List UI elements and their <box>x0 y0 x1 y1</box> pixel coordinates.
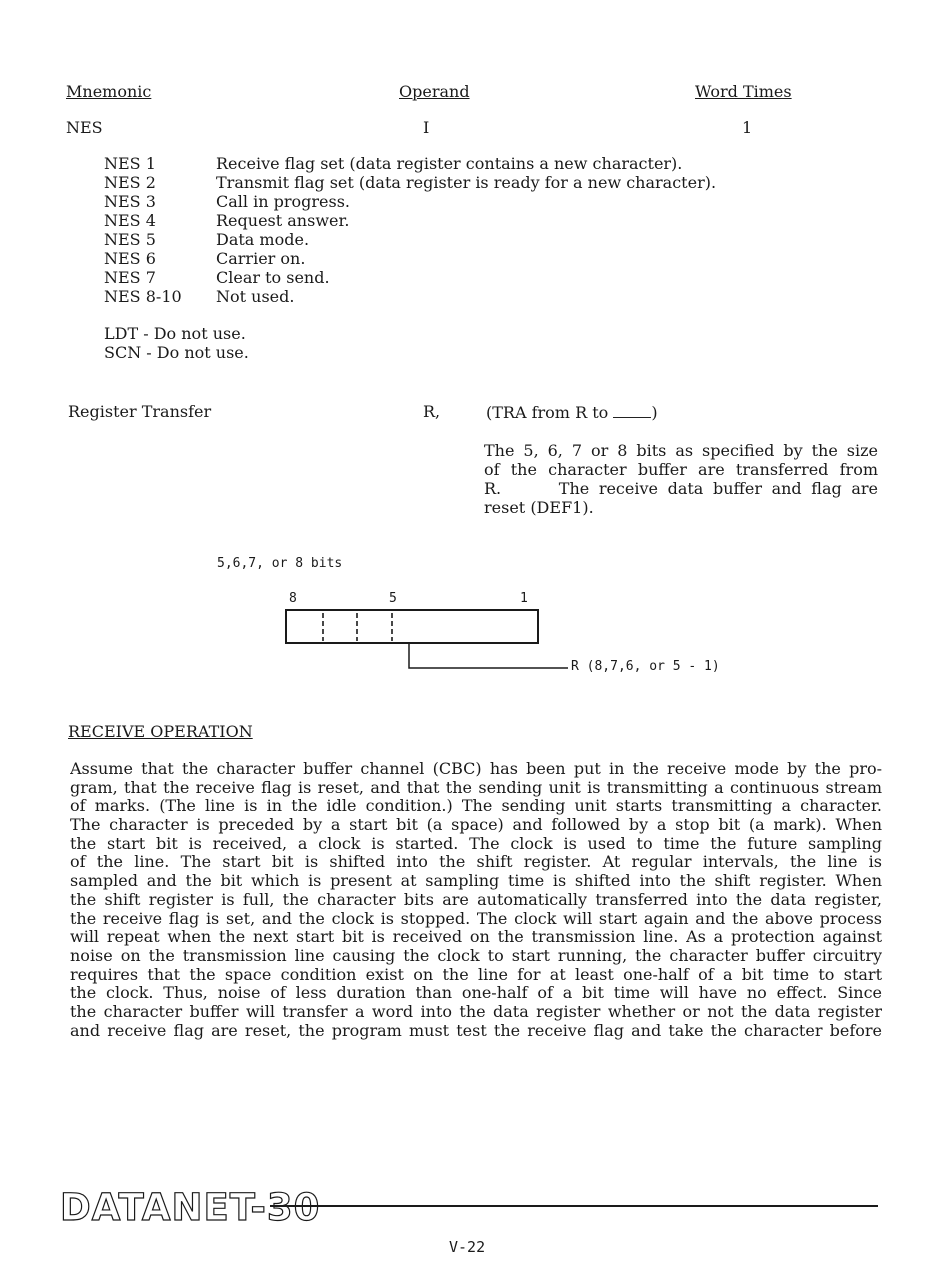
paragraph-line: the start bit is received, a clock is started. The clock is used to time the future sampling <box>70 834 882 853</box>
mnemonic-header: Mnemonic <box>66 82 152 101</box>
bit-label-5: 5 <box>389 591 397 606</box>
nes-note: LDT - Do not use. <box>104 324 246 343</box>
nes-bit-code: NES 8-10 <box>104 287 182 306</box>
receive-operation-heading: RECEIVE OPERATION <box>68 722 253 741</box>
bit-label-1: 1 <box>520 591 528 606</box>
nes-operand: I <box>423 118 430 137</box>
diagram-result-label: R (8,7,6, or 5 - 1) <box>571 659 720 674</box>
nes-bit-desc: Request answer. <box>216 211 350 230</box>
nes-bit-row <box>104 249 305 268</box>
paragraph-line: The character is preceded by a start bit (a space) and followed by a stop bit (a mark). When <box>70 816 882 835</box>
nes-word-times: 1 <box>742 118 753 137</box>
nes-bit-desc: Not used. <box>216 287 295 306</box>
nes-bit-code: NES 6 <box>104 249 156 268</box>
paragraph-line: requires that the space condition exist on the line for at least one-half of a bit time to start <box>70 965 882 984</box>
receive-operation-paragraph <box>70 760 882 1040</box>
paragraph-line: the shift register is full, the character bits are automatically transferred into the data register, <box>70 890 882 909</box>
paragraph-line: of the line. The start bit is shifted into the shift register. At regular intervals, the line is <box>70 853 882 872</box>
nes-bit-desc: Transmit flag set (data register is ready for a new character). <box>216 173 717 192</box>
nes-bit-row <box>104 173 716 192</box>
nes-bit-code: NES 3 <box>104 192 156 211</box>
datanet-30-logo <box>58 1186 883 1228</box>
nes-bit-code: NES 1 <box>104 154 156 173</box>
paragraph-line: will repeat when the next start bit is received on the transmission line. As a protection against <box>70 928 882 947</box>
nes-bit-desc: Clear to send. <box>216 268 330 287</box>
paragraph-line: the receive flag is set, and the clock is stopped. The clock will start again and the above process <box>70 909 882 928</box>
paragraph-line: and receive flag are reset, the program must test the receive flag and take the character before <box>70 1021 882 1040</box>
paragraph-line: Assume that the character buffer channel (CBC) has been put in the receive mode by the pro- <box>70 760 882 778</box>
nes-bit-code: NES 7 <box>104 268 156 287</box>
paragraph-line: gram, that the receive flag is reset, and that the sending unit is transmitting a continuous stream <box>70 778 882 797</box>
register-transfer-description <box>484 441 878 517</box>
nes-bit-desc: Carrier on. <box>216 249 306 268</box>
register-transfer-operand: R, <box>423 402 441 421</box>
syntax-prefix: (TRA from R to <box>486 403 609 422</box>
paragraph-line: noise on the transmission line causing the clock to start running, the character buffer circuitry <box>70 946 882 965</box>
register-transfer-mnemonic: Register Transfer <box>68 402 212 421</box>
nes-mnemonic: NES <box>66 118 103 137</box>
paragraph-line: the clock. Thus, noise of less duration than one-half of a bit time will have no effect. Since <box>70 984 882 1003</box>
diagram-caption: 5,6,7, or 8 bits <box>217 556 343 571</box>
nes-note: SCN - Do not use. <box>104 343 249 362</box>
nes-bit-row <box>104 287 294 306</box>
transfer-line <box>409 643 568 668</box>
syntax-suffix: ) <box>651 403 658 422</box>
paragraph-line: sampled and the bit which is present at sampling time is shifted into the shift register. When <box>70 872 882 891</box>
description-line: of the character buffer are transferred from <box>484 460 878 479</box>
logo-text: DATANET-30 <box>60 1186 321 1228</box>
nes-bit-desc: Data mode. <box>216 230 310 249</box>
description-line: reset (DEF1). <box>484 498 594 517</box>
word-times-header: Word Times <box>695 82 792 101</box>
bit-label-8: 8 <box>289 591 297 606</box>
paragraph-line: the character buffer will transfer a word into the data register whether or not the data register <box>70 1002 882 1021</box>
syntax-blank <box>613 403 651 418</box>
page-number: V-22 <box>449 1238 486 1256</box>
nes-bit-row <box>104 154 682 173</box>
nes-bit-code: NES 5 <box>104 230 156 249</box>
paragraph-line: of marks. (The line is in the idle condition.) The sending unit starts transmitting a character. <box>70 797 882 816</box>
register-diagram <box>280 606 580 676</box>
nes-bit-row <box>104 230 309 249</box>
nes-bit-row <box>104 192 350 211</box>
operand-header: Operand <box>399 82 470 101</box>
nes-bit-desc: Receive flag set (data register contains a new character). <box>216 154 683 173</box>
nes-bit-code: NES 2 <box>104 173 156 192</box>
nes-bit-desc: Call in progress. <box>216 192 350 211</box>
nes-bit-row <box>104 211 349 230</box>
register-transfer-syntax <box>486 403 658 422</box>
description-line: The 5, 6, 7 or 8 bits as specified by the size <box>484 441 878 460</box>
nes-bit-row <box>104 268 330 287</box>
description-line: R. The receive data buffer and flag are <box>484 479 878 498</box>
nes-bit-code: NES 4 <box>104 211 156 230</box>
